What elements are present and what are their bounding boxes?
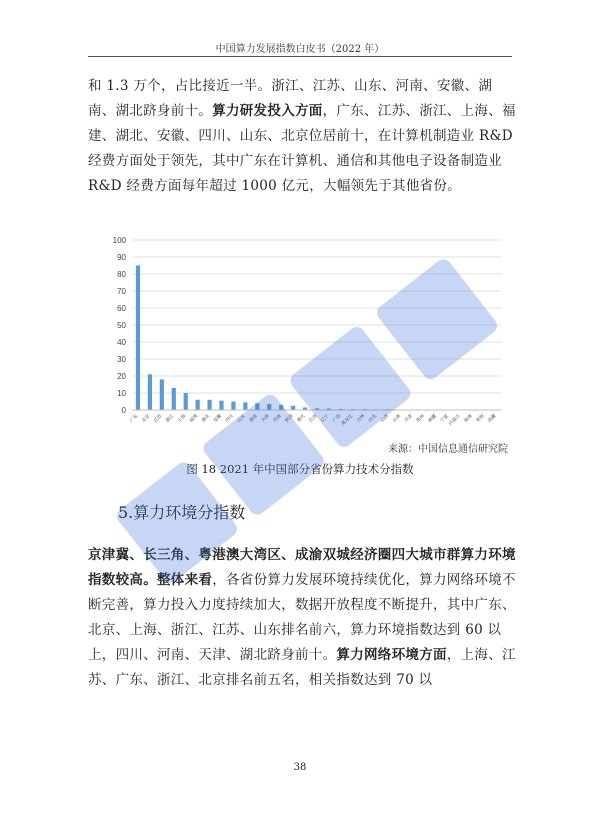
x-tick-label: 新疆 xyxy=(427,413,438,424)
x-tick-label: 黑龙江 xyxy=(341,413,355,427)
x-tick-label: 山西 xyxy=(380,413,391,424)
x-tick-label: 河南 xyxy=(272,413,283,424)
x-tick-label: 甘肃 xyxy=(403,413,414,424)
bar xyxy=(291,406,295,410)
x-tick-label: 天津 xyxy=(260,413,271,424)
paragraph-2-text-a: ，各省份算力发展环境持续优化，算力网络环境不断完善，算力投入力度持续加大，数据开放程度不断提升，其中广东、北京、上海、浙江、江苏、山东排名前六，算力环境指数达到 60 以上，四川、河南、天津、湖北跻身前十。 xyxy=(88,572,516,663)
x-tick-label: 海南 xyxy=(463,413,474,424)
x-tick-label: 安徽 xyxy=(213,413,223,424)
header-divider xyxy=(88,56,512,57)
y-tick-label: 20 xyxy=(117,372,126,381)
page-header: 中国算力发展指数白皮书（2022 年） xyxy=(215,44,385,55)
y-tick-label: 30 xyxy=(117,355,126,364)
bar xyxy=(267,404,271,410)
x-tick-label: 浙江 xyxy=(165,413,176,424)
x-tick-label: 西藏 xyxy=(487,413,498,424)
x-tick-label: 上海 xyxy=(177,413,188,424)
x-tick-label: 陕西 xyxy=(284,413,295,424)
paragraph-1-bold: 算力研发投入方面 xyxy=(212,103,323,119)
y-tick-label: 90 xyxy=(117,253,126,262)
x-tick-label: 重庆 xyxy=(296,413,307,424)
x-tick-label: 湖北 xyxy=(201,413,211,424)
x-tick-label: 四川 xyxy=(224,413,235,424)
y-tick-label: 40 xyxy=(117,338,126,347)
y-tick-label: 60 xyxy=(117,304,126,313)
bar xyxy=(243,402,247,410)
x-tick-label: 江苏 xyxy=(153,413,164,424)
bar xyxy=(231,402,235,411)
bar xyxy=(160,379,164,410)
page-number: 38 xyxy=(293,762,307,773)
y-tick-label: 0 xyxy=(121,406,126,415)
x-tick-label: 辽宁 xyxy=(320,413,331,424)
x-tick-label: 河北 xyxy=(368,413,379,424)
section-title: 5.算力环境分指数 xyxy=(118,503,246,522)
x-tick-label: 吉林 xyxy=(356,413,367,424)
bar xyxy=(196,400,200,410)
x-tick-label: 山东 xyxy=(236,413,247,424)
x-tick-label: 青海 xyxy=(475,413,486,424)
x-tick-label: 云南 xyxy=(392,413,402,424)
paragraph-2-text-b: ，上海、江苏、广东、浙江、北京排名前五名，相关指数达到 70 以 xyxy=(88,647,516,688)
bar-chart xyxy=(100,232,510,432)
bar xyxy=(136,266,140,411)
bar xyxy=(184,393,188,410)
x-tick-label: 江西 xyxy=(308,413,319,424)
paragraph-1 xyxy=(88,74,518,199)
x-tick-label: 内蒙古 xyxy=(448,413,462,427)
bar xyxy=(255,403,259,410)
x-tick-label: 福建 xyxy=(189,413,200,424)
x-tick-label: 广东 xyxy=(129,413,140,424)
x-tick-label: 广西 xyxy=(332,413,343,424)
bar xyxy=(219,401,223,410)
x-tick-label: 贵州 xyxy=(415,413,426,424)
y-tick-label: 50 xyxy=(117,321,126,330)
bar xyxy=(279,405,283,410)
y-tick-label: 70 xyxy=(117,287,126,296)
paragraph-2 xyxy=(88,543,518,693)
paragraph-2-bold-a: 京津冀、长三角、粤港澳大湾区、成渝双城经济圈四大城市群算力环境指数较高。整体来看 xyxy=(88,547,516,588)
paragraph-1-text-b: ，广东、江苏、浙江、上海、福建、湖北、安徽、四川、山东、北京位居前十，在计算机制造业 R&D 经费方面处于领先，其中广东在计算机、通信和其他电子设备制造业 R&D 经费方面每年超过 1000 亿元，大幅领先于其他省份。 xyxy=(88,103,516,194)
paragraph-2-bold-b: 算力网络环境方面 xyxy=(336,647,447,663)
y-tick-label: 10 xyxy=(117,389,126,398)
figure-caption: 图 18 2021 年中国部分省份算力技术分指数 xyxy=(186,462,414,476)
bar xyxy=(207,400,211,410)
x-tick-label: 湖南 xyxy=(248,413,259,424)
paragraph-1-text-a: 和 1.3 万个，占比接近一半。浙江、江苏、山东、河南、安徽、湖南、湖北跻身前十。 xyxy=(88,78,493,119)
bar xyxy=(148,374,152,410)
x-tick-label: 宁夏 xyxy=(439,413,450,424)
y-tick-label: 100 xyxy=(112,236,126,245)
bar xyxy=(172,388,176,410)
chart-source: 来源：中国信息通信研究院 xyxy=(388,444,508,455)
y-tick-label: 80 xyxy=(117,270,126,279)
x-tick-label: 北京 xyxy=(141,413,152,424)
